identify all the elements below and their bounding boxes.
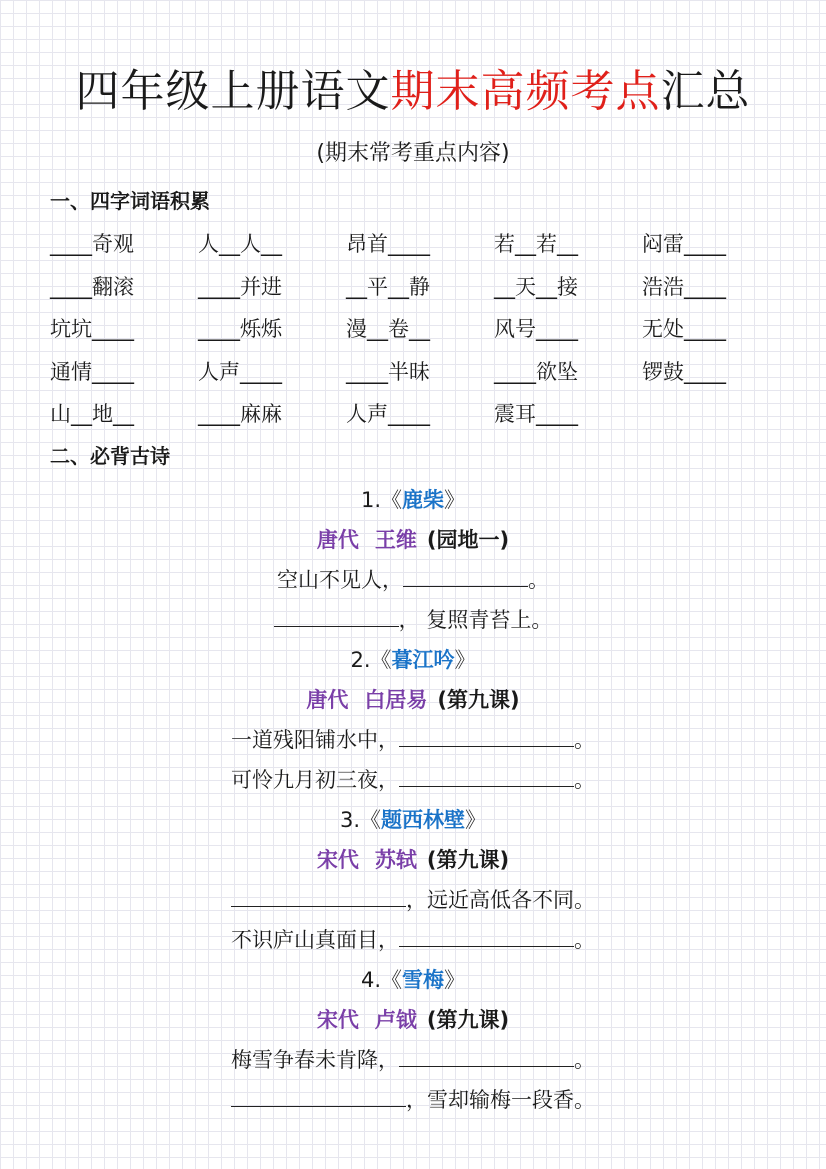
poem-poet: 王维	[374, 528, 417, 552]
poem-line: ，雪却输梅一段香。	[0, 1080, 826, 1120]
poem-line: ， 复照青苔上。	[0, 600, 826, 640]
poem-title: 4.《雪梅》	[360, 968, 466, 992]
section-heading-poems: 二、必背古诗	[50, 444, 170, 468]
poem-author	[0, 520, 826, 560]
poem-poet: 白居易	[364, 688, 428, 712]
fill-blank[interactable]	[231, 1082, 406, 1107]
poem-title: 2.《暮江吟》	[350, 648, 476, 672]
fill-blank[interactable]	[403, 562, 528, 587]
poem-line: 一道残阳铺水中， 。	[0, 720, 826, 760]
idiom-item: 通情____	[50, 359, 134, 384]
idiom-item: 昂首____	[346, 232, 430, 256]
idiom-item: 浩浩____	[642, 274, 726, 299]
idiom-item: 山__地__	[50, 402, 134, 426]
idiom-item: 锣鼓____	[642, 359, 726, 384]
poem-name: 雪梅	[402, 968, 445, 992]
poem-line: 不识庐山真面目， 。	[0, 920, 826, 960]
idiom-item: 震耳____	[494, 402, 578, 426]
page-subtitle: (期末常考重点内容)	[316, 141, 510, 166]
fill-blank[interactable]	[231, 882, 406, 907]
idiom-item	[642, 396, 790, 439]
poem-lesson: (第九课)	[426, 848, 510, 872]
idiom-item: ____奇观	[50, 232, 134, 256]
idiom-item: ____半昧	[346, 359, 430, 384]
poem-list	[0, 480, 826, 1120]
fill-blank[interactable]	[399, 762, 574, 787]
fill-blank[interactable]	[274, 602, 399, 627]
idiom-item: 人声____	[198, 359, 282, 384]
idiom-item: 若__若__	[494, 232, 578, 256]
poem-author	[0, 680, 826, 720]
poem-era: 宋代	[316, 848, 359, 872]
idiom-item: ____麻麻	[198, 402, 282, 426]
idiom-item: __平__静	[346, 274, 430, 299]
idiom-item: ____翻滚	[50, 274, 134, 299]
idiom-item: 坑坑____	[50, 317, 134, 341]
poem-name: 题西林壁	[381, 808, 466, 832]
idiom-row	[50, 269, 790, 312]
title-highlight: 期末高频考点	[390, 66, 661, 117]
poem-poet: 卢钺	[374, 1008, 417, 1032]
poem-line: 梅雪争春未肯降， 。	[0, 1040, 826, 1080]
poem-title: 3.《题西林壁》	[339, 808, 487, 832]
poem-name: 暮江吟	[391, 648, 455, 672]
page-title	[0, 62, 826, 122]
idiom-grid	[50, 226, 790, 439]
poem-era: 宋代	[316, 1008, 359, 1032]
poem-lesson: (园地一)	[426, 528, 510, 552]
idiom-row	[50, 226, 790, 269]
poem-poet: 苏轼	[374, 848, 417, 872]
idiom-item: 无处____	[642, 317, 726, 341]
idiom-item: 闷雷____	[642, 232, 726, 256]
poem-author	[0, 840, 826, 880]
idiom-item: ____欲坠	[494, 359, 578, 384]
idiom-item: 人声____	[346, 402, 430, 426]
title-part1: 四年级上册语文	[75, 66, 391, 117]
fill-blank[interactable]	[399, 1042, 574, 1067]
idiom-item: __天__接	[494, 274, 578, 299]
fill-blank[interactable]	[399, 722, 574, 747]
poem-lesson: (第九课)	[426, 1008, 510, 1032]
idiom-row	[50, 311, 790, 354]
idiom-item: 风号____	[494, 317, 578, 341]
idiom-row	[50, 396, 790, 439]
poem-line: 可怜九月初三夜， 。	[0, 760, 826, 800]
idiom-item: 漫__卷__	[346, 317, 430, 341]
idiom-item: 人__人__	[198, 232, 282, 256]
idiom-item: ____并进	[198, 274, 282, 299]
poem-era: 唐代	[306, 688, 349, 712]
poem-author	[0, 1000, 826, 1040]
idiom-row	[50, 354, 790, 397]
poem-era: 唐代	[316, 528, 359, 552]
poem-lesson: (第九课)	[437, 688, 520, 712]
poem-line: 空山不见人， 。	[0, 560, 826, 600]
idiom-item: ____烁烁	[198, 317, 282, 341]
title-part2: 汇总	[660, 66, 751, 117]
fill-blank[interactable]	[399, 922, 574, 947]
poem-name: 鹿柴	[402, 488, 445, 512]
section-heading-idioms: 一、四字词语积累	[50, 189, 210, 213]
poem-title: 1.《鹿柴》	[360, 488, 466, 512]
poem-line: ，远近高低各不同。	[0, 880, 826, 920]
